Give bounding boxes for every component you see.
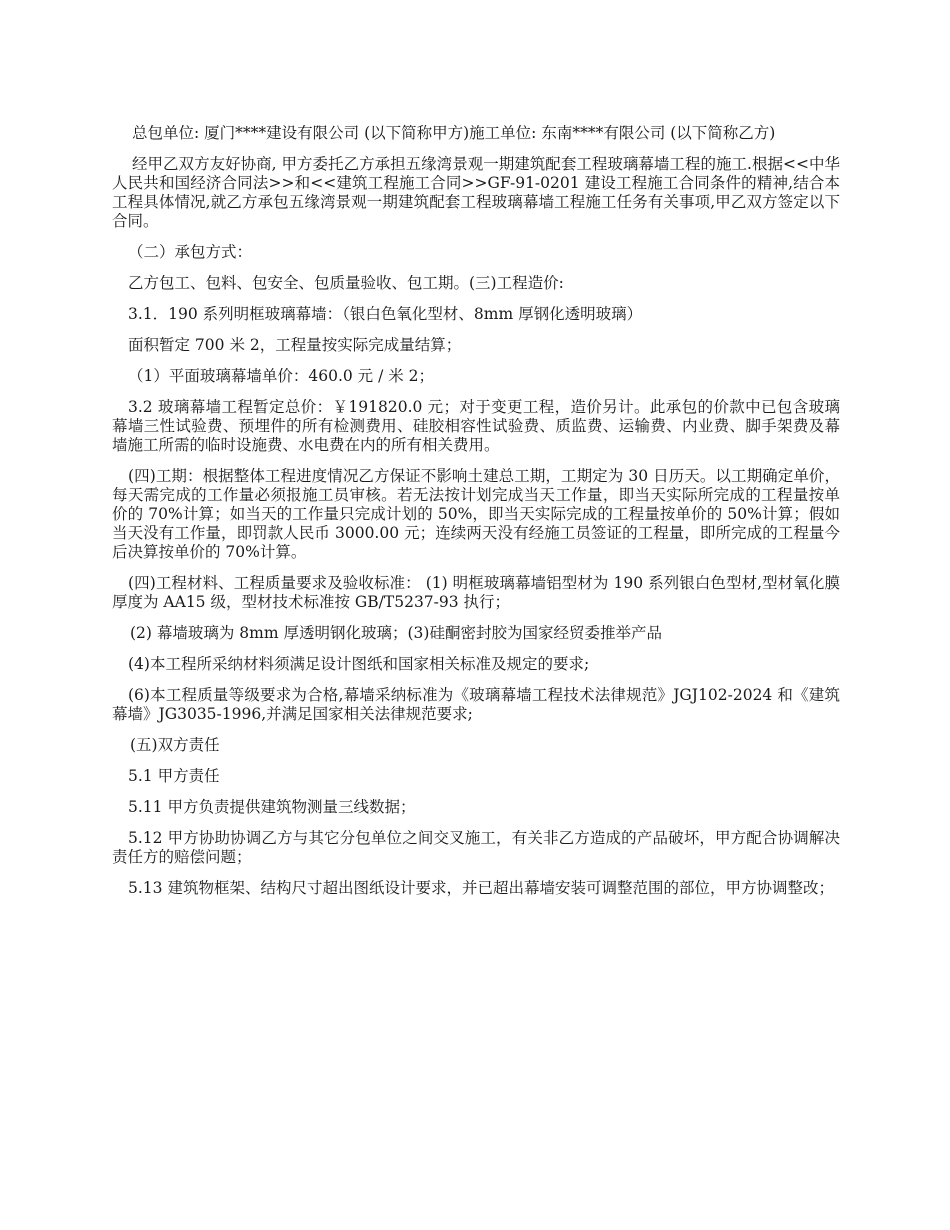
paragraph-3-1: 3.1．190 系列明框玻璃幕墙：（银白色氧化型材、8mm 厚钢化透明玻璃）: [128, 305, 643, 323]
paragraph-parties: 总包单位: 厦门****建设有限公司 (以下简称甲方)施工单位: 东南****有限公司 (以下简称乙方): [132, 124, 776, 142]
paragraph-5-1: 5.1 甲方责任: [128, 767, 220, 785]
paragraph-heading-responsibilities: (五)双方责任: [130, 736, 220, 754]
document-page: [112, 124, 840, 910]
paragraph-3-2: 3.2 玻璃幕墙工程暂定总价：￥191820.0 元；对于变更工程，造价另计。此承包的价款中已包含玻璃幕墙三性试验费、预埋件的所有检测费用、硅胶相容性试验费、质监费、运输费、内业费、脚手架费及幕墙施工所需的临时设施费、水电费在内的所有相关费用。: [112, 398, 840, 454]
paragraph-5-11: 5.11 甲方负责提供建筑物测量三线数据；: [128, 798, 416, 816]
paragraph-5-13: 5.13 建筑物框架、结构尺寸超出图纸设计要求，并已超出幕墙安装可调整范围的部位，甲方协调整改；: [128, 879, 834, 897]
paragraph-area: 面积暂定 700 米 2，工程量按实际完成量结算；: [128, 336, 462, 354]
paragraph-unit-price: （1）平面玻璃幕墙单价：460.0 元 / 米 2；: [128, 367, 435, 385]
paragraph-glass: (2) 幕墙玻璃为 8mm 厚透明钢化玻璃；(3)硅酮密封胶为国家经贸委推举产品: [130, 624, 662, 642]
paragraph-heading-contract-mode: （二）承包方式：: [128, 243, 253, 261]
paragraph-schedule: (四)工期：根据整体工程进度情况乙方保证不影响土建总工期，工期定为 30 日历天。以工期确定单价，每天需完成的工作量必须报施工员审核。若无法按计划完成当天工作量，即当天实际所完成的工程量按单价的 70%计算；如当天的工作量只完成计划的 50%，即当天实际完成的工程量按单价的 50%计算；假如当天没有工作量，即罚款人民币 3000.00 元；连续两天没有经施工员签证的工程量，即所完成的工程量今后决算按单价的 70%计算。: [112, 467, 840, 561]
paragraph-quality: (6)本工程质量等级要求为合格,幕墙采纳标准为《玻璃幕墙工程技术法律规范》JGJ102-2024 和《建筑幕墙》JG3035-1996,并满足国家相关法律规范要求;: [112, 686, 840, 723]
paragraph-5-12: 5.12 甲方协助协调乙方与其它分包单位之间交叉施工，有关非乙方造成的产品破坏，甲方配合协调解决责任方的赔偿问题；: [112, 829, 840, 866]
paragraph-preamble: 经甲乙双方友好协商, 甲方委托乙方承担五缘湾景观一期建筑配套工程玻璃幕墙工程的施工.根据<<中华人民共和国经济合同法>>和<<建筑工程施工合同>>GF-91-0201 建设工程施工合同条件的精神,结合本工程具体情况,就乙方承包五缘湾景观一期建筑配套工程玻璃幕墙工程施工任务有关事项,甲乙双方签定以下合同。: [112, 155, 840, 230]
paragraph-materials: (四)工程材料、工程质量要求及验收标准： (1) 明框玻璃幕墙铝型材为 190 系列银白色型材,型材氧化膜厚度为 AA15 级，型材技术标准按 GB/T5237-93 执行；: [112, 574, 840, 611]
paragraph-material-standards: (4)本工程所采纳材料须满足设计图纸和国家相关标准及规定的要求;: [128, 655, 590, 673]
paragraph-contract-mode: 乙方包工、包料、包安全、包质量验收、包工期。(三)工程造价:: [128, 274, 564, 292]
